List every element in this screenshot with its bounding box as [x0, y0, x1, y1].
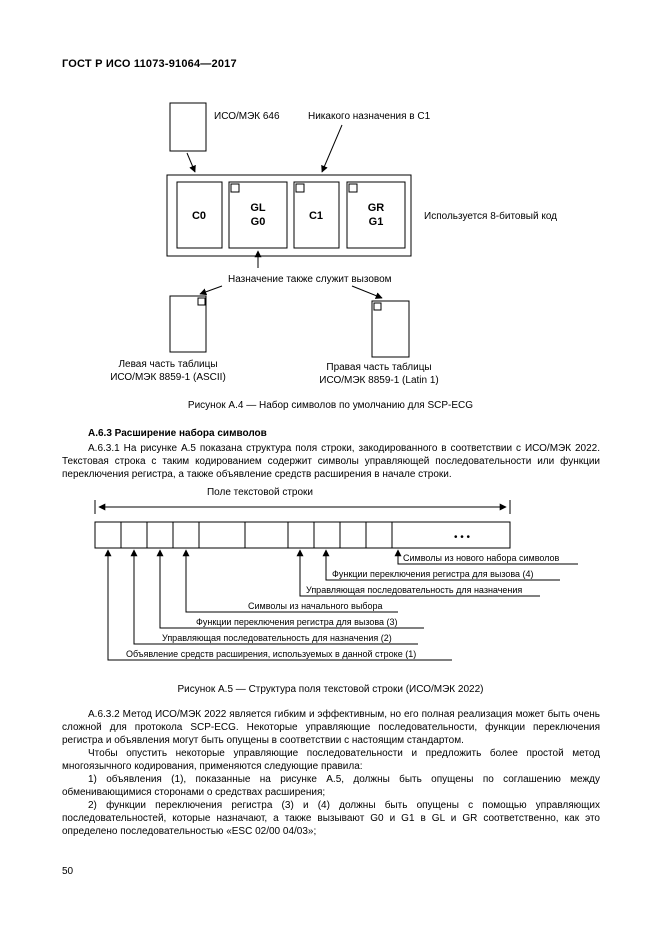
label-shift-3: Функции переключения регистра для вызова (3) — [196, 617, 398, 627]
label-designation-seq: Управляющая последовательность для назначения — [306, 585, 523, 595]
document-header: ГОСТ Р ИСО 11073-91064—2017 — [62, 58, 237, 70]
band-ellipsis: • • • — [453, 532, 471, 543]
rule-item-1: 1) объявления (1), показанные на рисунке А.5, должны быть опущены по соглашению между обменивающимися сторонами о средствах расширения; — [62, 774, 600, 798]
arrow-iso646-to-c0 — [187, 153, 195, 172]
label-new-charset: Символы из нового набора символов — [403, 553, 560, 563]
paragraph-a632: А.6.3.2 Метод ИСО/МЭК 2022 является гибким и эффективным, но его полная реализация может быть очень сложной для протокола SCP-ECG. Некоторые управляющие последовательности, функции переключения регистра и объявления могут быть опущены в соответствии с настоящим стандартом. — [62, 709, 600, 746]
connector-designation-seq-2 — [134, 550, 418, 644]
label-initial-selection: Символы из начального выбора — [248, 601, 383, 611]
right-table-corner-marker — [374, 303, 381, 310]
rule-item-2: 2) функции переключения регистра (3) и (4) должны быть опущены с помощью управляющих последовательностей, которые назначают, а также вызывают G0 и G1 в GL и GR соответственно, как это определено последовательностью «ESC 02/00 04/03»; — [62, 800, 600, 837]
eight-bit-code-label: Используется 8-битовый код — [424, 211, 558, 222]
left-table-label-line2: ИСО/МЭК 8859-1 (ASCII) — [110, 372, 226, 383]
right-table-label-line2: ИСО/МЭК 8859-1 (Latin 1) — [319, 375, 439, 386]
iso646-box — [170, 103, 206, 151]
iso646-label: ИСО/МЭК 646 — [214, 111, 280, 122]
designation-call-label: Назначение также служит вызовом — [228, 274, 392, 285]
paragraph-rules-intro: Чтобы опустить некоторые управляющие последовательности и предложить более простой метод многоязычного кодирования, применяются следующие правила: — [62, 748, 600, 772]
g1-label: G1 — [368, 216, 384, 228]
page-number: 50 — [62, 866, 74, 877]
label-announcement: Объявление средств расширения, используемых в данной строке (1) — [126, 649, 417, 659]
gl-corner-marker — [231, 184, 239, 192]
gr-corner-marker — [349, 184, 357, 192]
figure-a4-caption: Рисунок А.4 — Набор символов по умолчанию для SCP-ECG — [187, 400, 474, 411]
arrow-designation-to-left-table — [200, 286, 222, 294]
field-span-label: Поле текстовой строки — [206, 487, 314, 498]
c0-label: C0 — [191, 210, 207, 222]
figure-a5-caption: Рисунок А.5 — Структура поля текстовой строки (ИСО/МЭК 2022) — [177, 684, 484, 695]
g0-label: G0 — [250, 216, 266, 228]
c1-label: C1 — [308, 210, 324, 222]
figure-a5-diagram — [0, 482, 661, 677]
label-designation-seq-2: Управляющая последовательность для назначения (2) — [162, 633, 392, 643]
no-assignment-label: Никакого назначения в С1 — [308, 111, 431, 122]
body-text-block — [62, 708, 600, 838]
left-table-corner-marker — [198, 298, 205, 305]
c1-corner-marker — [296, 184, 304, 192]
gr-label: GR — [367, 202, 385, 214]
section-heading: А.6.3 Расширение набора символов — [88, 428, 267, 439]
right-table-label-line1: Правая часть таблицы — [326, 362, 432, 373]
figure-a4-diagram — [0, 95, 661, 395]
paragraph-a631: А.6.3.1 На рисунке А.5 показана структура поля строки, закодированного в соответствии с ИСО/МЭК 2022. Текстовая строка с таким кодированием содержит символы управляющей последовательности или функции переключения регистра, а также объявление средств расширения в начале строки. — [62, 443, 600, 480]
arrow-noassign-to-c1 — [322, 125, 342, 172]
string-field-band — [95, 522, 510, 548]
left-table-label-line1: Левая часть таблицы — [118, 359, 218, 370]
arrow-designation-to-right-table — [352, 286, 382, 298]
label-shift-4: Функции переключения регистра для вызова (4) — [332, 569, 534, 579]
gl-label: GL — [250, 202, 266, 214]
